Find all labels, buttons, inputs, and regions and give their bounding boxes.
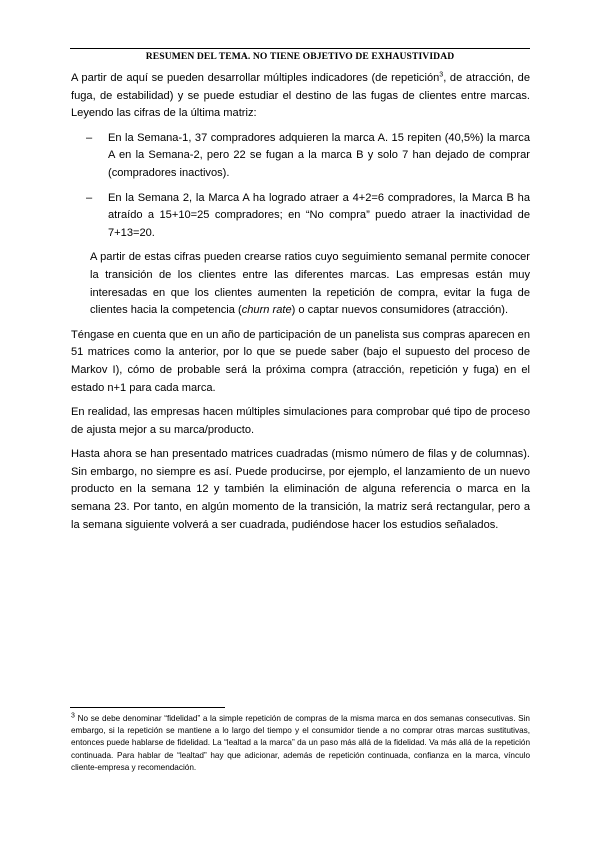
ratios-text-start: A partir de estas cifras pueden crearse ratios cuyo seguimiento semanal permite conocer la transición de los clientes entre las diferentes marcas. Las empresas están muy interesadas en que los clientes aumenten la repetición de compra, evitar la fuga de clientes hacia la competencia ( [90, 251, 530, 317]
footnote-rule [70, 707, 225, 708]
footnote-reference[interactable]: 3 [439, 71, 444, 79]
footnote [71, 713, 530, 774]
bullet-list [71, 130, 530, 243]
markov-paragraph: Téngase en cuenta que en un año de participación de un panelista sus compras aparecen en 51 matrices como la anterior, por lo que se puede saber (bajo el supuesto del proceso de Markov I), cómo de probable será la próxima compra (atracción, repetición y fuga) en el estado n+1 para cada marca. [71, 328, 530, 394]
header-rule [70, 48, 530, 49]
intro-paragraph [71, 70, 530, 123]
body-text [71, 70, 530, 541]
footnote-number: 3 [71, 712, 75, 720]
dash-bullet: – [86, 191, 93, 204]
intro-text-end: , de atracción, de fuga, de estabilidad) y se puede estudiar el destino de las fugas de clientes entre marcas. Leyendo las cifras de la última matriz: [71, 72, 530, 120]
bullet-text: En la Semana 2, la Marca A ha logrado atraer a 4+2=6 compradores, la Marca B ha atraído a 15+10=25 compradores; en “No compra” puedo atraer la inactividad de 7+13=20. [108, 191, 530, 239]
simulations-paragraph: En realidad, las empresas hacen múltiples simulaciones para comprobar qué tipo de proceso de ajusta mejor a su marca/producto. [71, 406, 530, 436]
churn-rate-term: churn rate [241, 304, 292, 317]
bullet-text: En la Semana-1, 37 compradores adquieren la marca A. 15 repiten (40,5%) la marca A en la Semana-2, pero 22 se fugan a la marca B y solo 7 han dejado de comprar (compradores inactivos). [108, 131, 530, 179]
ratios-text-end: ) o captar nuevos consumidores (atracción). [291, 304, 509, 317]
ratios-paragraph [90, 249, 530, 319]
bullet-item-week1 [86, 130, 530, 183]
intro-text-start: A partir de aquí se pueden desarrollar múltiples indicadores (de repetición [71, 72, 440, 84]
header-title: RESUMEN DEL TEMA. NO TIENE OBJETIVO DE EXHAUSTIVIDAD [145, 51, 455, 62]
footnote-text: No se debe denominar “fidelidad” a la simple repetición de compras de la misma marca en dos semanas consecutivas. Sin embargo, si la repetición se mantiene a lo largo del tiempo y el consumidor tiende a no comprar otras marcas sustitutivas, entonces puede hablarse de fidelidad. La “lealtad a la marca” da un paso más allá de la fidelidad. Va más allá de la repetición continuada. Para hablar de “lealtad” hay que adicionar, además de repetición continuada, confianza en la marca, vínculo cliente-empresa y recomendación. [71, 714, 530, 772]
bullet-item-week2 [86, 190, 530, 243]
dash-bullet: – [86, 131, 93, 144]
matrices-paragraph: Hasta ahora se han presentado matrices cuadradas (mismo número de filas y de columnas). Sin embargo, no siempre es así. Puede producirse, por ejemplo, el lanzamiento de un nuevo producto en la semana 12 y también la eliminación de alguna referencia o marca en la semana 23. Por tanto, en algún momento de la transición, la matriz será rectangular, pero a la semana siguiente volverá a ser cuadrada, pudiéndose hacer los estudios señalados. [71, 448, 530, 531]
